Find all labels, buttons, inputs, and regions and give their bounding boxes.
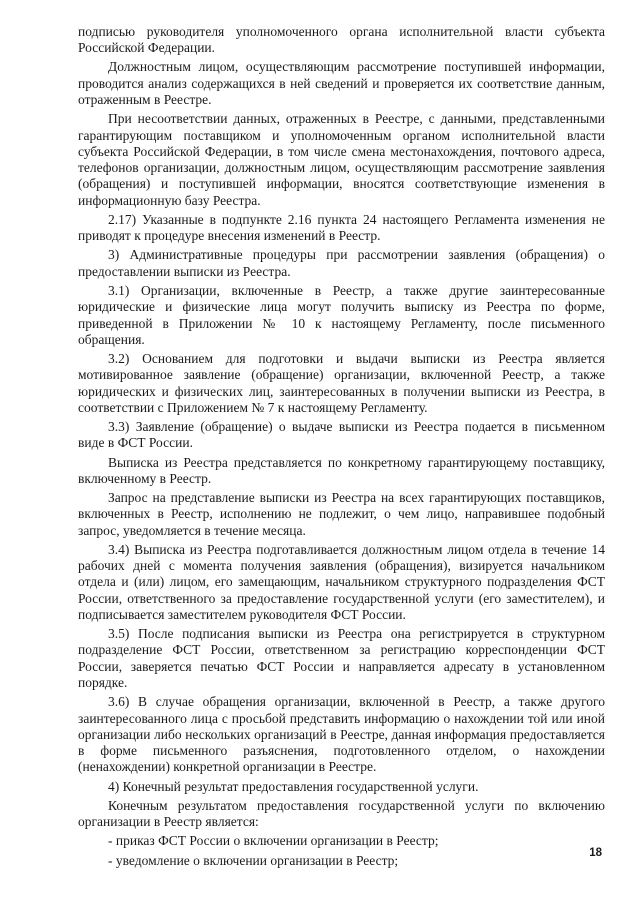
paragraph-3-3: 3.3) Заявление (обращение) о выдаче выписки из Реестра подается в письменном виде в ФСТ России. (78, 419, 605, 451)
paragraph-3: 3) Административные процедуры при рассмотрении заявления (обращения) о предоставлении выписки из Реестра. (78, 247, 605, 279)
paragraph-3-1: 3.1) Организации, включенные в Реестр, а также другие заинтересованные юридические и физические лица могут получить выписку из Реестра по форме, приведенной в Приложении № 10 к настоящему Регламенту, после письменного обращения. (78, 282, 605, 347)
list-item-notification: - уведомление о включении организации в Реестр; (108, 852, 399, 868)
paragraph-continuation: подписью руководителя уполномоченного органа исполнительной власти субъекта Российской Федерации. (78, 24, 605, 56)
paragraph-3-5: 3.5) После подписания выписки из Реестра она регистрируется в структурном подразделение ФСТ России, ответственном за регистрацию корреспонденции ФСТ России, заверяется печатью ФСТ России и направляется адресату в установленном порядке. (78, 626, 605, 691)
paragraph-mismatch: При несоответствии данных, отраженных в Реестре, с данными, представленными гарантирующим поставщиком и уполномоченным органом исполнительной власти субъекта Российской Федерации, в том числе смена местонахождения, почтового адреса, телефонов организации, должностным лицом, осуществляющим рассмотрение заявления (обращения) и поступившей информации, вносятся соответствующие изменения в информационную базу Реестра. (78, 111, 605, 208)
paragraph-4: 4) Конечный результат предоставления государственной услуги. (108, 778, 479, 794)
paragraph-final-result: Конечным результатом предоставления государственной услуги по включению организации в Реестр является: (78, 797, 605, 830)
paragraph-3-4: 3.4) Выписка из Реестра подготавливается должностным лицом отдела в течение 14 рабочих дней с момента получения заявления (обращения), визируется начальником отдела и (или) лицом, его замещающим, начальником структурного подразделения ФСТ России, ответственного за предоставление государственной услуги (его заместителем), и подписывается заместителем руководителя ФСТ России. (78, 541, 605, 622)
paragraph-3-6: 3.6) В случае обращения организации, включенной в Реестр, а также другого заинтересованного лица с просьбой представить информацию о нахождении той или иной организации либо нескольких организаций в Реестре, данная информация предоставляется в форме письменного разъяснения, подготовленного отделом, о нахождении (ненахождении) конкретной организации в Реестре. (78, 694, 605, 775)
page-number: 18 (589, 847, 602, 859)
paragraph-2-17: 2.17) Указанные в подпункте 2.16 пункта 24 настоящего Регламента изменения не приводят к процедуре внесения изменений в Реестр. (78, 211, 605, 244)
paragraph-3-2: 3.2) Основанием для подготовки и выдачи выписки из Реестра является мотивированное заявление (обращение) организации, включенной Реестр, а также юридических и физических лиц, заинтересованных в получении выписки из Реестра, в соответствии с Приложением № 7 к настоящему Регламенту. (78, 350, 605, 415)
paragraph-request-all: Запрос на представление выписки из Реестра на всех гарантирующих поставщиков, включенных в Реестр, исполнению не подлежит, о чем лицо, направившее подобный запрос, уведомляется в течение месяца. (78, 490, 605, 538)
paragraph-analysis: Должностным лицом, осуществляющим рассмотрение поступившей информации, проводится анализ содержащихся в ней сведений и проверяется их соответствие данным, отраженным в Реестре. (78, 59, 605, 108)
paragraph-extract-supplier: Выписка из Реестра представляется по конкретному гарантирующему поставщику, включенному в Реестр. (78, 454, 605, 486)
list-item-order: - приказ ФСТ России о включении организации в Реестр; (108, 833, 439, 849)
document-body (78, 24, 605, 872)
